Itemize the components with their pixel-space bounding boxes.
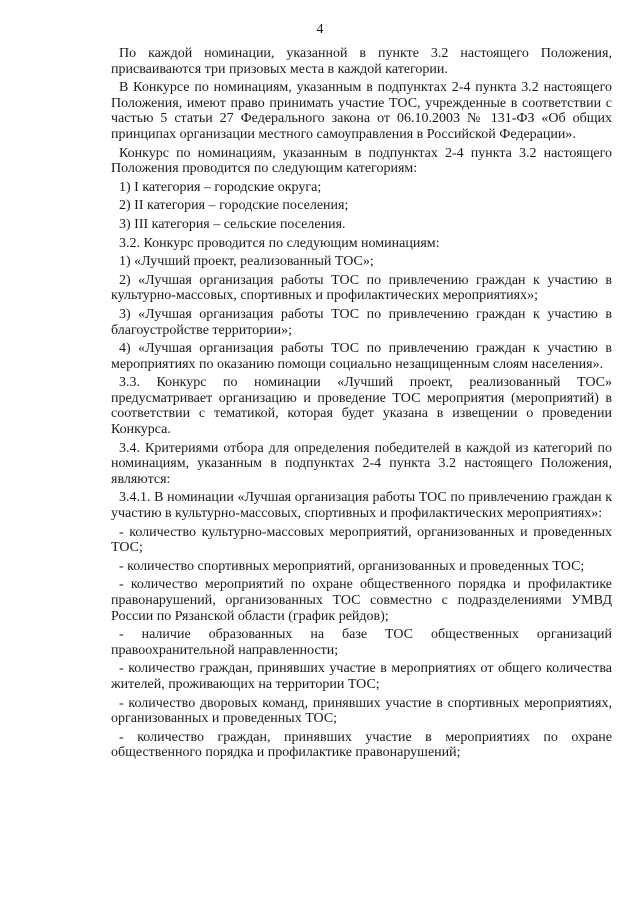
criterion-item: - количество мероприятий по охране общественного порядка и профилактике правонарушений, организованных ТОС совместно с подразделениями УМВД России по Рязанской области (график рейдов); (111, 577, 612, 624)
list-item: 4) «Лучшая организация работы ТОС по привлечению граждан к участию в мероприятиях по оказанию помощи социально незащищенным слоям населения». (111, 341, 612, 372)
paragraph: Конкурс по номинациям, указанным в подпунктах 2-4 пункта 3.2 настоящего Положения проводится по следующим категориям: (111, 145, 612, 177)
paragraph: 3.4. Критериями отбора для определения победителей в каждой из категорий по номинациям, указанным в подпунктах 2-4 пункта 3.2 настоящего Положения, являются: (111, 440, 612, 487)
list-item: 1) «Лучший проект, реализованный ТОС»; (119, 254, 374, 270)
section-heading: 3.2. Конкурс проводится по следующим номинациям: (119, 235, 440, 251)
criterion-item: - количество культурно-массовых мероприятий, организованных и проведенных ТОС; (111, 524, 612, 556)
paragraph: 3.4.1. В номинации «Лучшая организация работы ТОС по привлечению граждан к участию в культурно-массовых, спортивных и профилактических мероприятиях»: (111, 490, 612, 522)
list-item: 2) II категория – городские поселения; (119, 198, 349, 214)
criterion-item: - наличие образованных на базе ТОС общественных организаций правоохранительной направленности; (111, 627, 612, 658)
list-item: 1) I категория – городские округа; (119, 179, 322, 195)
list-item: 3) III категория – сельские поселения. (119, 216, 346, 232)
paragraph: В Конкурсе по номинациям, указанным в подпунктах 2-4 пункта 3.2 настоящего Положения, имеют право принимать участие ТОС, учрежденные в соответствии с частью 5 статьи 27 Федерального закона от 06.10.2003 № 131-ФЗ «Об общих принципах организации местного самоуправления в Российской Федерации». (111, 80, 612, 142)
paragraph: По каждой номинации, указанной в пункте 3.2 настоящего Положения, присваиваются три призовых места в каждой категории. (111, 46, 612, 77)
document-body (111, 46, 612, 764)
criterion-item: - количество спортивных мероприятий, организованных и проведенных ТОС; (119, 558, 585, 574)
paragraph: 3.3. Конкурс по номинации «Лучший проект, реализованный ТОС» предусматривает организацию и проведение ТОС мероприятия (мероприятий) в соответствии с тематикой, которая будет указана в извещении о проведении Конкурса. (111, 375, 612, 438)
criterion-item: - количество граждан, принявших участие в мероприятиях по охране общественного порядка и профилактике правонарушений; (111, 729, 612, 761)
page-number: 4 (316, 22, 324, 37)
criterion-item: - количество дворовых команд, принявших участие в спортивных мероприятиях, организованных и проведенных ТОС; (111, 695, 612, 727)
list-item: 2) «Лучшая организация работы ТОС по привлечению граждан к участию в культурно-массовых, спортивных и профилактических мероприятиях»; (111, 272, 612, 304)
list-item: 3) «Лучшая организация работы ТОС по привлечению граждан к участию в благоустройстве территории»; (111, 306, 612, 338)
criterion-item: - количество граждан, принявших участие в мероприятиях от общего количества жителей, проживающих на территории ТОС; (111, 661, 612, 692)
